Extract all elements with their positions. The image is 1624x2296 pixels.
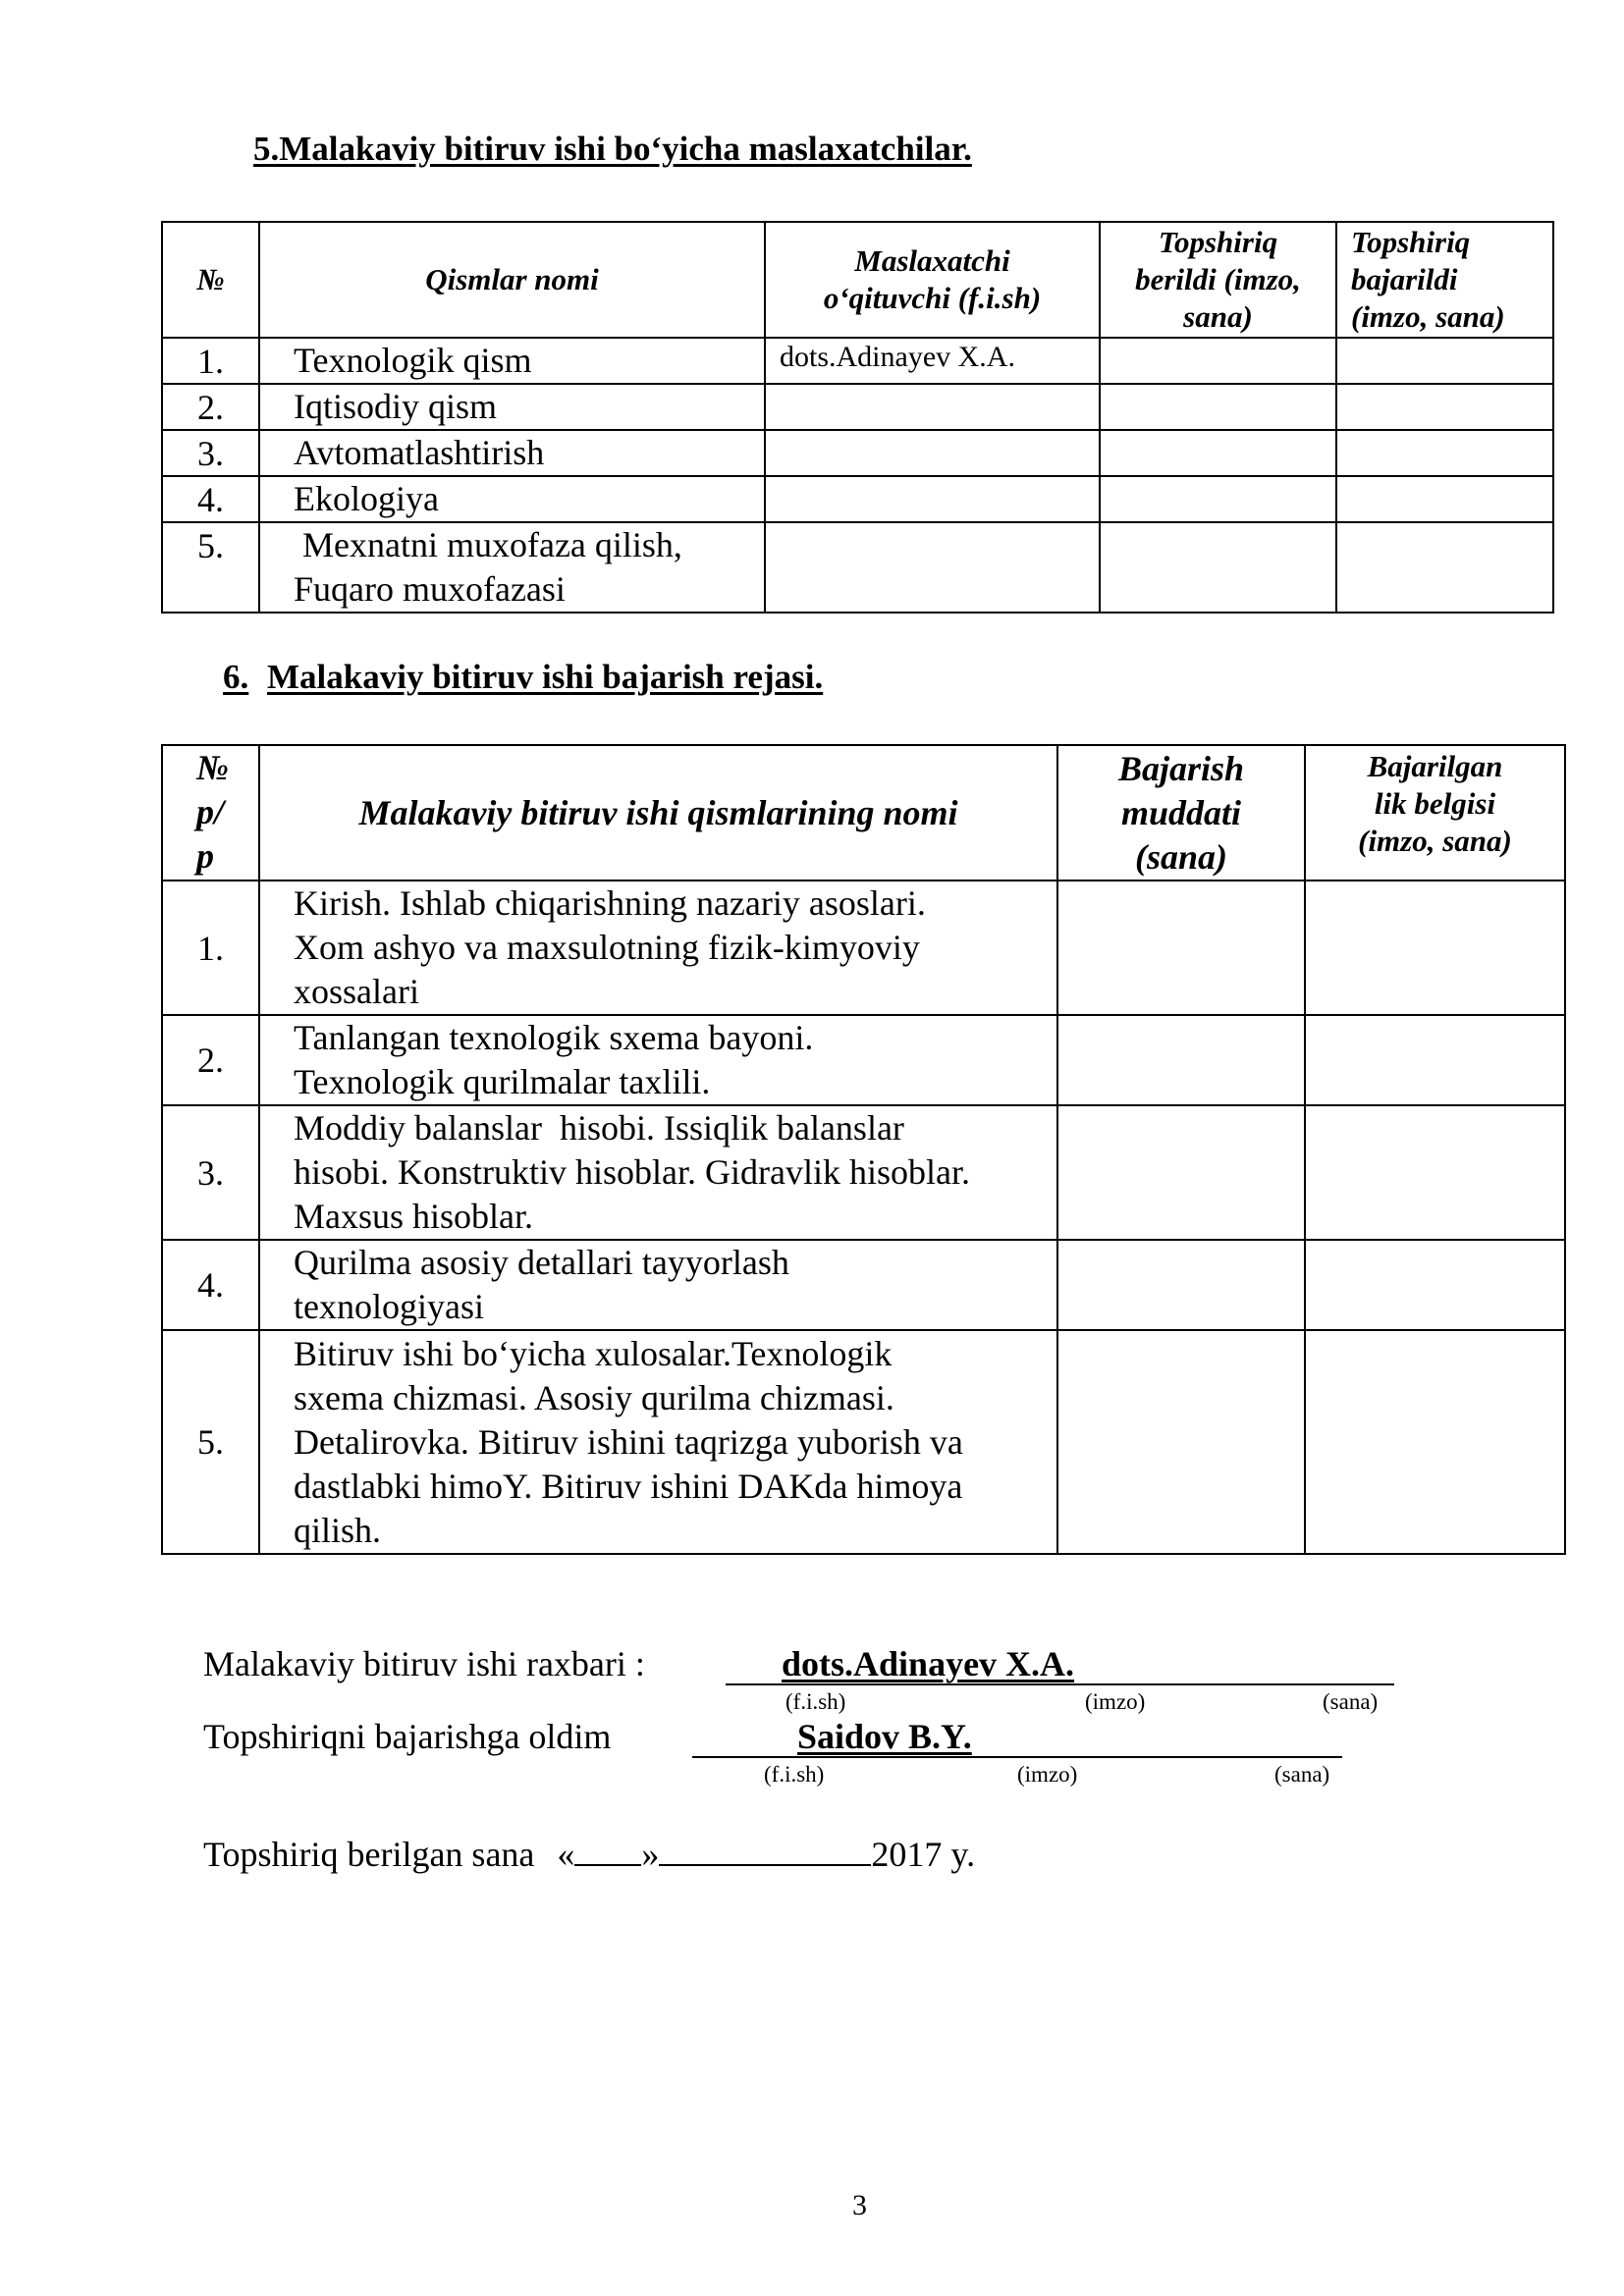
row-deadline-cell <box>1057 1105 1305 1240</box>
row-num: 3. <box>162 430 259 476</box>
row-consultant: dots.Adinayev X.A. <box>765 338 1100 384</box>
table-row <box>162 881 1565 1015</box>
header-done-line1: Topshiriq <box>1351 225 1471 259</box>
header-part-name: Qismlar nomi <box>259 222 765 338</box>
header-consultant-line2: o‘qituvchi (f.i.sh) <box>823 281 1042 315</box>
header-done-line3: (imzo, sana) <box>1351 299 1505 334</box>
row-text-line: Bitiruv ishi bo‘yicha xulosalar.Texnologik <box>294 1333 893 1373</box>
row-part-text <box>259 1330 1057 1554</box>
header-num-line3: p <box>196 836 214 876</box>
row-completion-cell <box>1305 881 1565 1015</box>
row-completion-cell <box>1305 1105 1565 1240</box>
section6-heading <box>223 658 823 697</box>
plan-header-row <box>162 745 1565 881</box>
header-num-line2: p/ <box>196 792 225 831</box>
row-text-line: xossalari <box>294 972 419 1011</box>
row-part-name: Iqtisodiy qism <box>259 384 765 430</box>
row-done-cell <box>1336 522 1553 613</box>
row-num: 3. <box>162 1105 259 1240</box>
row-deadline-cell <box>1057 1015 1305 1105</box>
caption-sana: (sana) <box>1274 1762 1330 1787</box>
date-month-blank <box>659 1835 871 1866</box>
row-done-cell <box>1336 338 1553 384</box>
row-part-text <box>259 1240 1057 1330</box>
row-num: 1. <box>162 881 259 1015</box>
header-completion-line3: (imzo, sana) <box>1358 824 1512 858</box>
supervisor-label: Malakaviy bitiruv ishi raxbari : <box>203 1644 645 1683</box>
row-text-line: Moddiy balanslar hisobi. Issiqlik balanslar <box>294 1108 904 1148</box>
row-part-name <box>259 522 765 613</box>
row-deadline-cell <box>1057 1240 1305 1330</box>
caption-imzo: (imzo) <box>1017 1762 1078 1787</box>
row-num: 4. <box>162 1240 259 1330</box>
row-consultant <box>765 384 1100 430</box>
row-consultant <box>765 430 1100 476</box>
row-text-line: dastlabki himoY. Bitiruv ishini DAKda himoya <box>294 1466 963 1506</box>
row-done-cell <box>1336 430 1553 476</box>
header-task-done <box>1336 222 1553 338</box>
caption-imzo: (imzo) <box>1085 1689 1146 1714</box>
header-num-line1: № <box>196 748 229 787</box>
row-text-line: Tanlangan texnologik sxema bayoni. <box>294 1018 814 1057</box>
row-part-name-line1: Mexnatni muxofaza qilish, <box>294 525 682 564</box>
row-num: 2. <box>162 384 259 430</box>
header-deadline-line2: muddati <box>1120 792 1242 832</box>
caption-fish: (f.i.sh) <box>785 1689 846 1714</box>
row-completion-cell <box>1305 1015 1565 1105</box>
section6-heading-num: 6. <box>223 658 249 696</box>
row-given-cell <box>1100 384 1336 430</box>
row-text-line: Detalirovka. Bitiruv ishini taqrizga yuborish va <box>294 1421 963 1462</box>
row-text-line: Kirish. Ishlab chiqarishning nazariy asoslari. <box>294 883 926 923</box>
row-text-line: Maxsus hisoblar. <box>294 1197 534 1236</box>
row-done-cell <box>1336 384 1553 430</box>
date-day-blank <box>574 1835 641 1866</box>
row-deadline-cell <box>1057 881 1305 1015</box>
row-given-cell <box>1100 338 1336 384</box>
header-num-pp <box>162 745 259 881</box>
row-completion-cell <box>1305 1240 1565 1330</box>
header-given-line3: sana) <box>1183 299 1253 334</box>
row-num: 2. <box>162 1015 259 1105</box>
header-deadline <box>1057 745 1305 881</box>
header-given-line1: Topshiriq <box>1158 225 1278 259</box>
page-number: 3 <box>852 2189 867 2221</box>
row-part-name: Ekologiya <box>259 476 765 522</box>
date-open-quote: « <box>557 1835 575 1874</box>
row-num: 1. <box>162 338 259 384</box>
row-given-cell <box>1100 522 1336 613</box>
row-text-line: sxema chizmasi. Asosiy qurilma chizmasi. <box>294 1377 894 1417</box>
consultants-table <box>161 221 1554 614</box>
header-completion-line1: Bajarilgan <box>1367 749 1503 783</box>
header-consultant-line1: Maslaxatchi <box>854 243 1010 278</box>
date-close-quote: » <box>641 1835 660 1874</box>
table-row <box>162 1240 1565 1330</box>
row-num: 5. <box>162 1330 259 1554</box>
row-consultant <box>765 476 1100 522</box>
section6-heading-text: Malakaviy bitiruv ishi bajarish rejasi. <box>267 658 824 696</box>
header-given-line2: berildi (imzo, <box>1135 262 1301 296</box>
supervisor-name: dots.Adinayev X.A. <box>782 1644 1075 1683</box>
student-signature-line <box>692 1717 1342 1758</box>
row-text-line: texnologiyasi <box>294 1287 484 1326</box>
caption-sana: (sana) <box>1323 1689 1379 1714</box>
table-row <box>162 384 1553 430</box>
header-consultant <box>765 222 1100 338</box>
row-num: 4. <box>162 476 259 522</box>
table-row <box>162 1105 1565 1240</box>
row-part-name-line2: Fuqaro muxofazasi <box>294 569 566 609</box>
student-label: Topshiriqni bajarishga oldim <box>203 1717 612 1756</box>
row-text-line: Xom ashyo va maxsulotning fizik-kimyoviy <box>294 928 920 967</box>
plan-table <box>161 744 1566 1555</box>
table-row <box>162 476 1553 522</box>
row-part-name: Avtomatlashtirish <box>259 430 765 476</box>
row-part-text <box>259 1015 1057 1105</box>
table-row <box>162 522 1553 613</box>
issue-date-label: Topshiriq berilgan sana <box>203 1835 535 1874</box>
student-name: Saidov B.Y. <box>797 1717 972 1756</box>
header-done-line2: bajarildi <box>1351 262 1458 296</box>
header-completion <box>1305 745 1565 881</box>
row-completion-cell <box>1305 1330 1565 1554</box>
header-deadline-line1: Bajarish <box>1117 748 1245 788</box>
header-parts-name: Malakaviy bitiruv ishi qismlarining nomi <box>259 745 1057 881</box>
caption-fish: (f.i.sh) <box>764 1762 825 1787</box>
row-given-cell <box>1100 476 1336 522</box>
row-part-text <box>259 1105 1057 1240</box>
date-year: 2017 y. <box>871 1835 976 1874</box>
table-row <box>162 1015 1565 1105</box>
table-row <box>162 430 1553 476</box>
issue-date-row <box>203 1834 975 1875</box>
row-text-line: hisobi. Konstruktiv hisoblar. Gidravlik hisoblar. <box>294 1152 970 1192</box>
row-part-name: Texnologik qism <box>259 338 765 384</box>
row-done-cell <box>1336 476 1553 522</box>
table-row <box>162 1330 1565 1554</box>
section5-heading: 5.Malakaviy bitiruv ishi bo‘yicha maslaxatchilar. <box>253 130 972 168</box>
header-task-given <box>1100 222 1336 338</box>
row-num: 5. <box>162 522 259 613</box>
consultants-header-row <box>162 222 1553 338</box>
row-part-text <box>259 881 1057 1015</box>
row-deadline-cell <box>1057 1330 1305 1554</box>
table-row <box>162 338 1553 384</box>
row-text-line: qilish. <box>294 1510 382 1550</box>
header-num: № <box>162 222 259 338</box>
header-completion-line2: lik belgisi <box>1374 786 1496 821</box>
row-text-line: Qurilma asosiy detallari tayyorlash <box>294 1243 789 1282</box>
row-consultant <box>765 522 1100 613</box>
header-deadline-line3: (sana) <box>1134 836 1227 877</box>
row-text-line: Texnologik qurilmalar taxlili. <box>294 1062 711 1101</box>
row-given-cell <box>1100 430 1336 476</box>
